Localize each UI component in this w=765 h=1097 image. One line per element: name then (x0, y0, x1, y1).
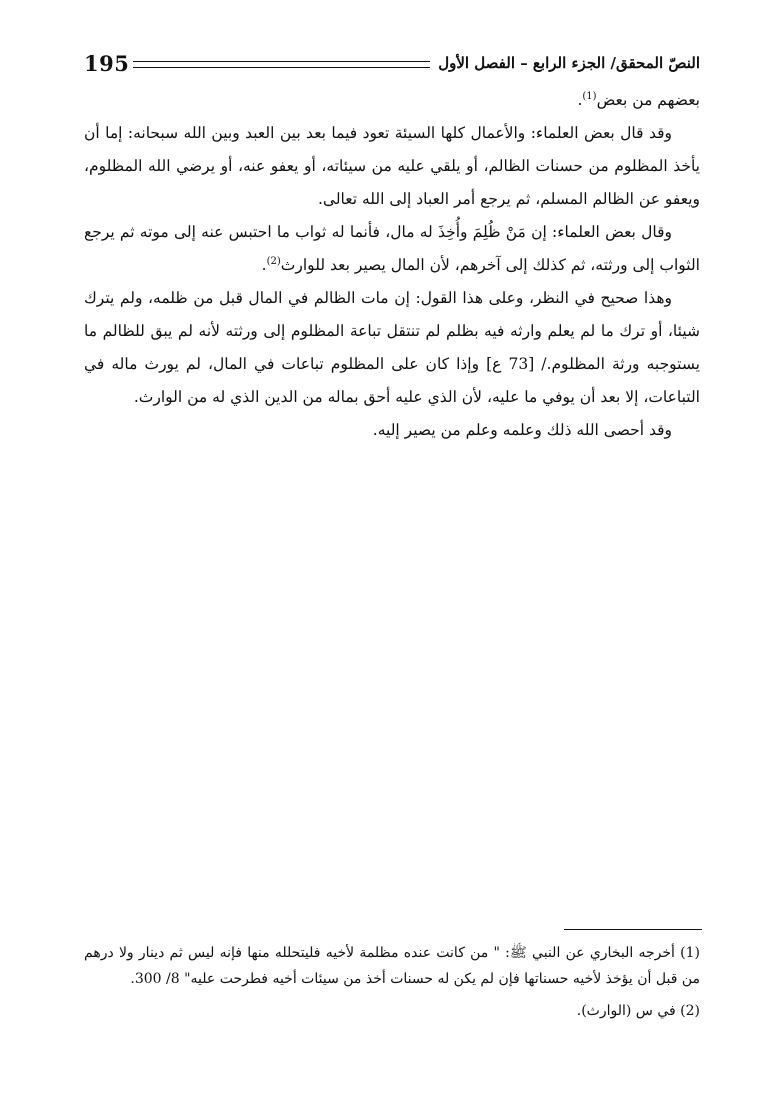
running-title: النصّ المحقق/ الجزء الرابع – الفصل الأول (438, 54, 700, 72)
footnote-1: (1) أخرجه البخاري عن النبي ﷺ: " من كانت عنده مظلمة لأخيه فليتحلله منها فإنه ليس ثم دينار ولا درهم من قبل أن يؤخذ لأخيه حسناتها فإن لم يكن له حسنات أخذ من سيئات أخيه فطرحت عليه" 8/ 300. (84, 945, 700, 987)
running-header (84, 50, 700, 76)
footnote-2: (2) في س (الوارث). (576, 1003, 700, 1019)
footnote-ref-2: (2) (266, 255, 281, 267)
footnote-ref-1: (1) (582, 90, 597, 102)
paragraph: وقد أحصى الله ذلك وعلمه وعلم من يصير إليه. (372, 421, 672, 439)
paragraph (84, 216, 700, 282)
continuation-line (84, 84, 700, 117)
paragraph-end: . (261, 256, 267, 274)
paragraph-text: وقال بعض العلماء: إن مَنْ ظُلِمَ وأُخِذَ له مال، فأنما له ثواب ما احتبس عنه إلى موته ثم يرجع الثواب إلى ورثته، ثم كذلك إلى آخرهم، لأن المال يصير بعد للوارث (84, 223, 700, 274)
main-text (84, 84, 700, 447)
header-double-rule (133, 61, 430, 68)
footnote-separator (564, 929, 702, 930)
continuation-end: . (577, 91, 583, 109)
page-number: 195 (84, 50, 130, 76)
footnotes (84, 940, 700, 1024)
paragraph: وقد قال بعض العلماء: والأعمال كلها السيئة تعود فيما بعد بين العبد وبين الله سبحانه: إما أن يأخذ المظلوم من حسنات الظالم، أو يلقي عليه من سيئاته، أو يعفو عنه، أو يرضي الله المظلوم، ويعفو عن الظالم المسلم، ثم يرجع أمر العباد إلى الله تعالى. (84, 124, 700, 208)
continuation-text: بعضهم من بعض (596, 91, 700, 109)
paragraph: وهذا صحيح في النظر، وعلى هذا القول: إن مات الظالم في المال قبل من ظلمه، ولم يترك شيئا، أو ترك ما لم يعلم وارثه فيه بظلم لم تنتقل تباعة المظلوم إلى ورثته لأنه لم يبق للظالم ما يستوجبه ورثة المظلوم./ [73 ع] وإذا كان على المظلوم تباعات في المال، لم يورث ماله في التباعات، إلا بعد أن يوفي ما عليه، لأن الذي عليه أحق بماله من الدين الذي له من الوارث. (84, 289, 700, 406)
